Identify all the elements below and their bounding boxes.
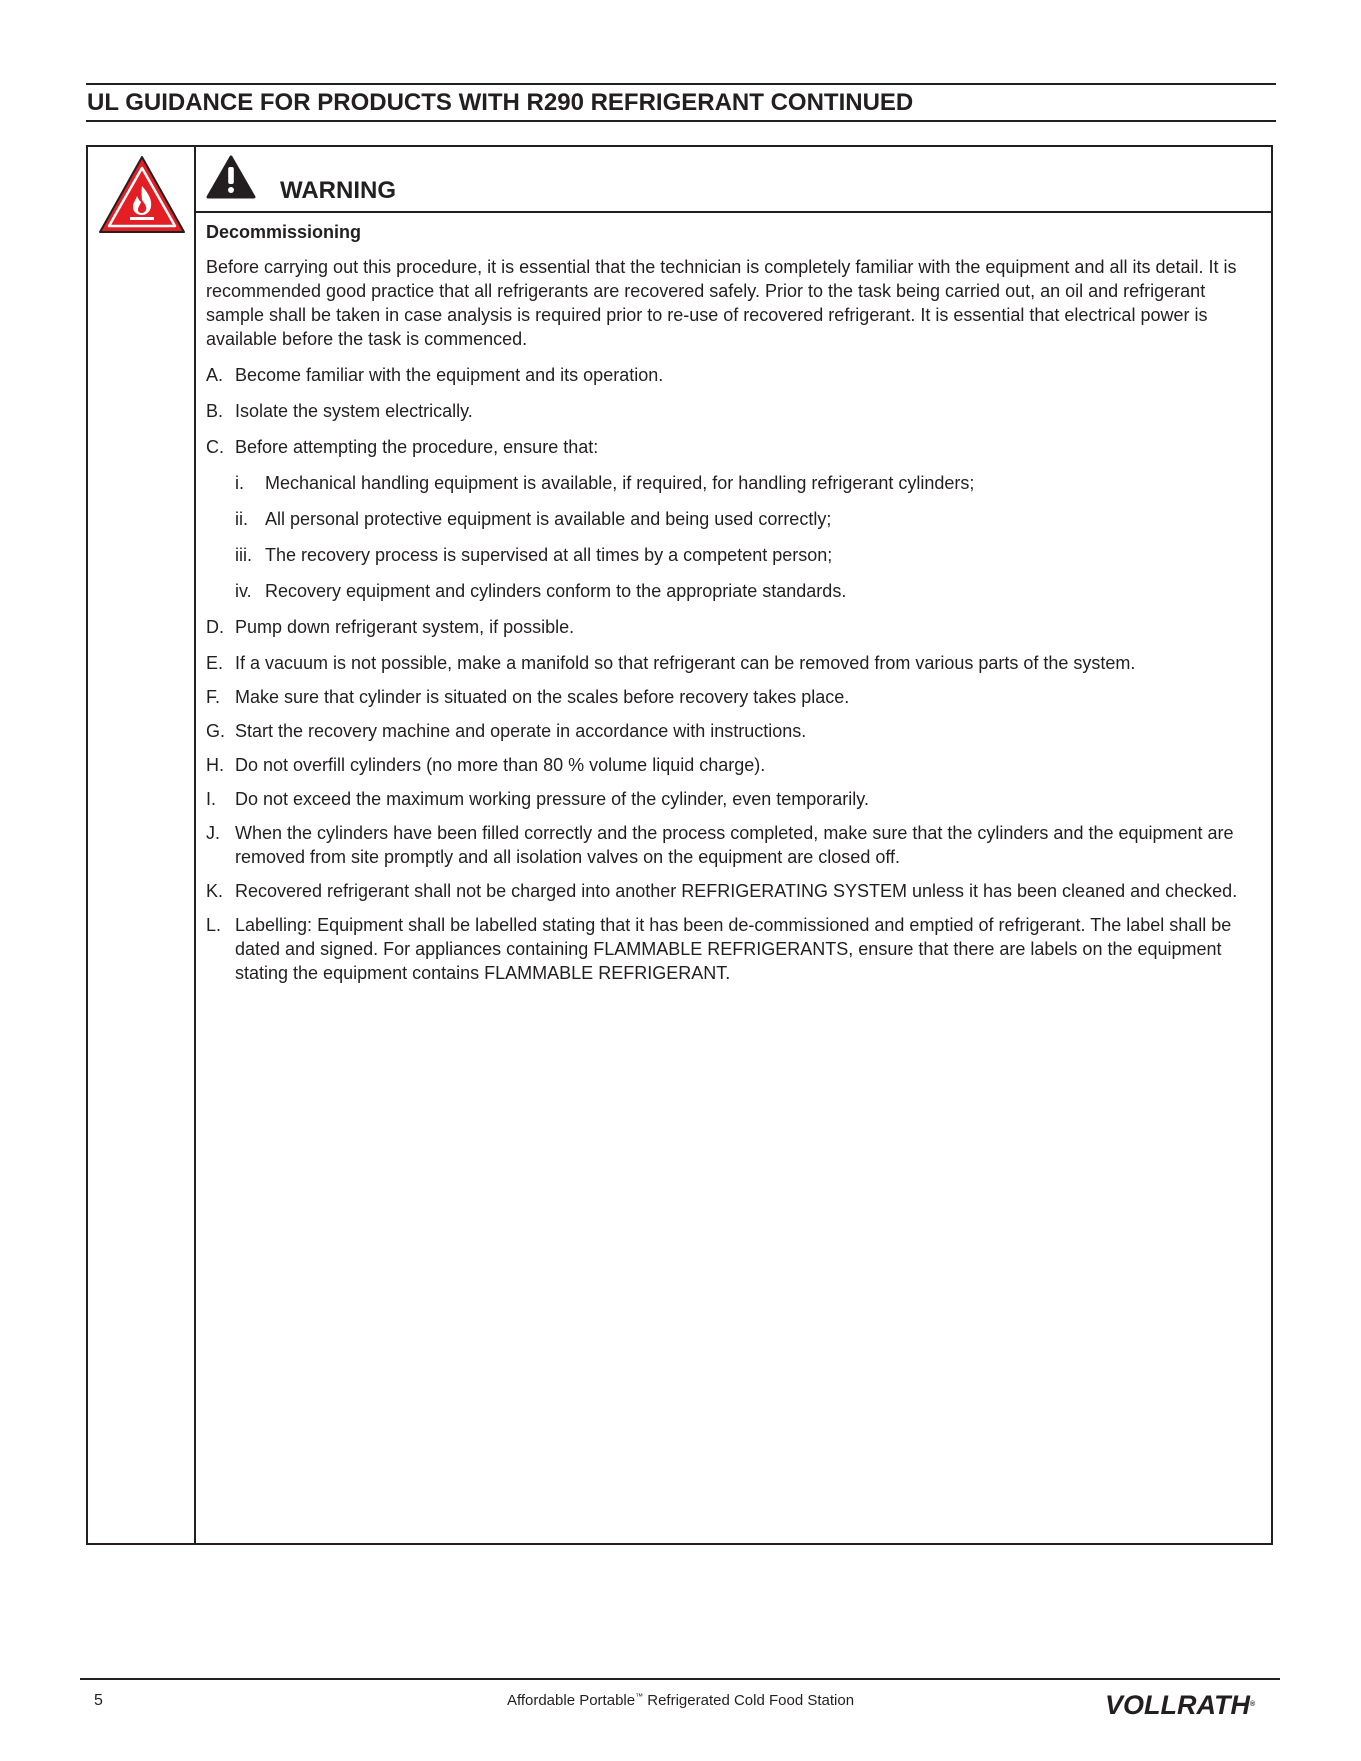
- sub-step-marker: iv.: [235, 581, 252, 601]
- exclamation-triangle-icon: [206, 155, 256, 199]
- step-text: If a vacuum is not possible, make a manifold so that refrigerant can be removed from various parts of the system.: [235, 653, 1136, 673]
- step-text: Become familiar with the equipment and its operation.: [235, 365, 664, 385]
- step-text: Do not exceed the maximum working pressure of the cylinder, even temporarily.: [235, 789, 869, 809]
- brand-registered-mark: ®: [1249, 1701, 1256, 1708]
- vollrath-logo: [1105, 1690, 1255, 1720]
- list-item: [235, 579, 1266, 603]
- step-marker: G.: [206, 721, 226, 741]
- step-marker: D.: [206, 617, 224, 637]
- trademark-symbol: ™: [635, 1692, 644, 1701]
- list-item: [235, 507, 1266, 531]
- warning-header: [196, 147, 1271, 213]
- intro-paragraph: Before carrying out this procedure, it is essential that the technician is completely familiar with the equipment and all its detail. It is recommended good practice that all refrigerants are recovered safely. Prior to the task being carried out, an oil and refrigerant sample shall be taken in case analysis is required prior to re-use of recovered refrigerant. It is essential that electrical power is available before the task is commenced.: [206, 257, 1237, 349]
- step-marker: K.: [206, 881, 224, 901]
- sub-step-text: Recovery equipment and cylinders conform to the appropriate standards.: [265, 581, 847, 601]
- step-marker: A.: [206, 365, 224, 385]
- step-text: Pump down refrigerant system, if possible.: [235, 617, 575, 637]
- list-item: [206, 719, 1266, 743]
- section-heading: Decommissioning: [206, 222, 362, 242]
- footer-rule: [80, 1678, 1280, 1680]
- brand-name: VOLLRATH: [1105, 1690, 1250, 1720]
- step-list: [206, 363, 1266, 639]
- step-text: Isolate the system electrically.: [235, 401, 473, 421]
- list-item: [235, 471, 1266, 495]
- list-item: [206, 821, 1266, 869]
- section-title: UL GUIDANCE FOR PRODUCTS WITH R290 REFRIGERANT CONTINUED: [87, 89, 914, 116]
- warning-title: WARNING: [280, 177, 396, 204]
- hazard-icon-column: [88, 147, 196, 1543]
- list-item: [206, 399, 1266, 423]
- header-rule-bottom: [86, 120, 1276, 122]
- list-item: [206, 753, 1266, 777]
- list-item: [206, 435, 1266, 603]
- sub-step-text: Mechanical handling equipment is available, if required, for handling refrigerant cylinders;: [265, 473, 975, 493]
- sub-step-marker: i.: [235, 473, 244, 493]
- list-item: [206, 363, 1266, 387]
- page-number: 5: [94, 1692, 103, 1709]
- sub-step-marker: iii.: [235, 545, 252, 565]
- list-item: [206, 651, 1266, 675]
- sub-step-list: [235, 471, 1266, 603]
- product-name: Affordable Portable: [506, 1692, 636, 1709]
- list-item: [235, 543, 1266, 567]
- step-text: Labelling: Equipment shall be labelled stating that it has been de-commissioned and emptied of refrigerant. The label shall be dated and signed. For appliances containing FLAMMABLE REFRIGERANTS, ensure that there are labels on the equipment stating the equipment contains FLAMMABLE REFRIGERANT.: [235, 915, 1232, 983]
- step-text: Recovered refrigerant shall not be charged into another REFRIGERATING SYSTEM unless it has been cleaned and checked.: [235, 881, 1238, 901]
- step-list-continued: [206, 651, 1266, 985]
- product-suffix: Refrigerated Cold Food Station: [643, 1692, 855, 1709]
- flammable-hazard-icon: [97, 154, 187, 235]
- sub-step-marker: ii.: [235, 509, 248, 529]
- list-item: [206, 879, 1266, 903]
- step-marker: H.: [206, 755, 224, 775]
- step-marker: C.: [206, 437, 224, 457]
- list-item: [206, 685, 1266, 709]
- step-marker: F.: [206, 687, 221, 707]
- step-text: Make sure that cylinder is situated on the scales before recovery takes place.: [235, 687, 850, 707]
- header-rule-top: [86, 83, 1276, 85]
- sub-step-text: All personal protective equipment is available and being used correctly;: [265, 509, 832, 529]
- list-item: [206, 615, 1266, 639]
- step-text: Start the recovery machine and operate in accordance with instructions.: [235, 721, 807, 741]
- sub-step-text: The recovery process is supervised at all times by a competent person;: [265, 545, 833, 565]
- step-marker: J.: [206, 823, 221, 843]
- warning-content: [206, 221, 1266, 995]
- list-item: [206, 913, 1266, 985]
- step-text: Do not overfill cylinders (no more than 80 % volume liquid charge).: [235, 755, 766, 775]
- warning-box: [86, 145, 1273, 1545]
- step-marker: B.: [206, 401, 224, 421]
- step-marker: I.: [206, 789, 217, 809]
- list-item: [206, 787, 1266, 811]
- step-text: When the cylinders have been filled correctly and the process completed, make sure that the cylinders and the equipment are removed from site promptly and all isolation valves on the equipment are closed off.: [235, 823, 1234, 867]
- step-marker: L.: [206, 915, 222, 935]
- step-marker: E.: [206, 653, 224, 673]
- step-text: Before attempting the procedure, ensure that:: [235, 437, 599, 457]
